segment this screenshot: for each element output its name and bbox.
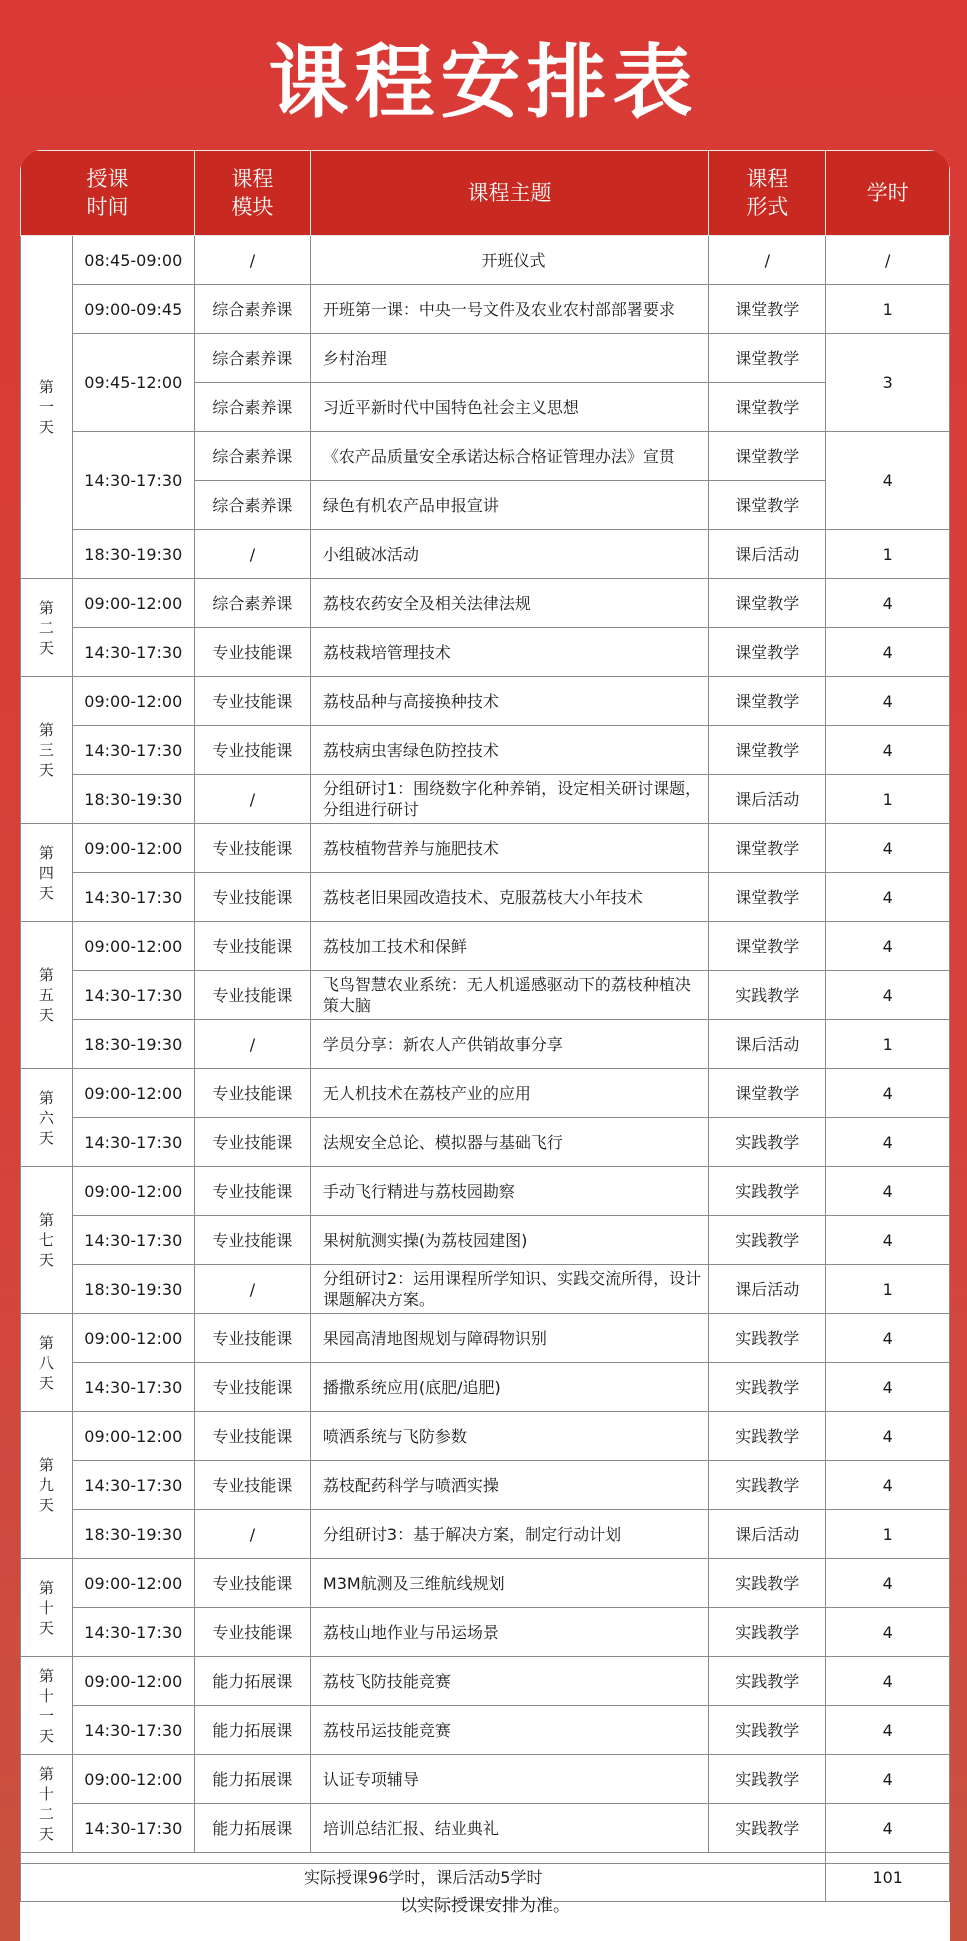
module-cell: / (194, 236, 310, 285)
time-cell: 09:00-12:00 (72, 579, 194, 628)
topic-cell: 分组研讨3：基于解决方案，制定行动计划 (310, 1510, 708, 1559)
table-row (21, 1559, 950, 1608)
form-cell: 实践教学 (709, 1314, 826, 1363)
module-cell: 专业技能课 (194, 1314, 310, 1363)
table-row (21, 1657, 950, 1706)
topic-cell: 乡村治理 (310, 334, 708, 383)
time-cell: 18:30-19:30 (72, 1265, 194, 1314)
topic-cell: 荔枝山地作业与吊运场景 (310, 1608, 708, 1657)
hours-cell: 4 (826, 432, 950, 530)
table-row (21, 1412, 950, 1461)
module-cell: 专业技能课 (194, 726, 310, 775)
hours-cell: 1 (826, 1510, 950, 1559)
table-row (21, 1069, 950, 1118)
module-cell: 能力拓展课 (194, 1706, 310, 1755)
time-cell: 09:00-12:00 (72, 1069, 194, 1118)
time-cell: 09:00-12:00 (72, 1657, 194, 1706)
time-cell: 14:30-17:30 (72, 1608, 194, 1657)
form-cell: 实践教学 (709, 1608, 826, 1657)
topic-cell: 荔枝吊运技能竞赛 (310, 1706, 708, 1755)
hours-cell: 3 (826, 334, 950, 432)
time-cell: 09:00-12:00 (72, 922, 194, 971)
topic-cell: 喷洒系统与飞防参数 (310, 1412, 708, 1461)
module-cell: 专业技能课 (194, 1559, 310, 1608)
topic-cell: 荔枝配药科学与喷洒实操 (310, 1461, 708, 1510)
form-cell: 课后活动 (709, 1265, 826, 1314)
day-label: 第九天 (21, 1412, 73, 1559)
day-label: 第十天 (21, 1559, 73, 1657)
time-cell: 14:30-17:30 (72, 1461, 194, 1510)
table-row (21, 1265, 950, 1314)
time-cell: 09:00-12:00 (72, 824, 194, 873)
form-cell: 课堂教学 (709, 922, 826, 971)
hours-cell: 1 (826, 1265, 950, 1314)
topic-cell: 分组研讨1：围绕数字化种养销，设定相关研讨课题，分组进行研讨 (310, 775, 708, 824)
header-hours: 学时 (826, 151, 950, 236)
module-cell: 综合素养课 (194, 579, 310, 628)
day-label: 第八天 (21, 1314, 73, 1412)
topic-cell: 培训总结汇报、结业典礼 (310, 1804, 708, 1853)
table-row (21, 1510, 950, 1559)
topic-cell: 荔枝植物营养与施肥技术 (310, 824, 708, 873)
summary-label: 实际授课96学时，课后活动5学时 (21, 1853, 826, 1902)
table-row (21, 1314, 950, 1363)
module-cell: 专业技能课 (194, 824, 310, 873)
hours-cell: 4 (826, 579, 950, 628)
time-cell: 09:00-12:00 (72, 1755, 194, 1804)
topic-cell: 荔枝加工技术和保鲜 (310, 922, 708, 971)
day-label: 第十二天 (21, 1755, 73, 1853)
table-row (21, 1167, 950, 1216)
day-label: 第十一天 (21, 1657, 73, 1755)
topic-cell: 无人机技术在荔枝产业的应用 (310, 1069, 708, 1118)
hours-cell: 4 (826, 1216, 950, 1265)
table-row (21, 726, 950, 775)
day-label: 第四天 (21, 824, 73, 922)
summary-total: 101 (826, 1853, 950, 1902)
form-cell: 课堂教学 (709, 334, 826, 383)
time-cell: 09:00-12:00 (72, 1314, 194, 1363)
form-cell: 课堂教学 (709, 579, 826, 628)
form-cell: 实践教学 (709, 1167, 826, 1216)
form-cell: 课堂教学 (709, 481, 826, 530)
hours-cell: 4 (826, 1657, 950, 1706)
table-row (21, 579, 950, 628)
form-cell: 课堂教学 (709, 628, 826, 677)
header-time: 授课 时间 (21, 151, 195, 236)
time-cell: 09:00-09:45 (72, 285, 194, 334)
module-cell: 综合素养课 (194, 481, 310, 530)
schedule-sheet (20, 150, 950, 1941)
hours-cell: 4 (826, 873, 950, 922)
module-cell: 专业技能课 (194, 1069, 310, 1118)
form-cell: 实践教学 (709, 1559, 826, 1608)
time-cell: 14:30-17:30 (72, 971, 194, 1020)
table-row (21, 236, 950, 285)
topic-cell: 果树航测实操(为荔枝园建图) (310, 1216, 708, 1265)
form-cell: 课堂教学 (709, 432, 826, 481)
form-cell: 实践教学 (709, 1657, 826, 1706)
footnote: 以实际授课安排为准。 (20, 1863, 950, 1941)
module-cell: 专业技能课 (194, 1608, 310, 1657)
table-row (21, 1608, 950, 1657)
form-cell: 实践教学 (709, 1461, 826, 1510)
module-cell: 综合素养课 (194, 334, 310, 383)
day-label: 第一天 (21, 236, 73, 579)
table-row (21, 530, 950, 579)
form-cell: 实践教学 (709, 1755, 826, 1804)
topic-cell: 荔枝老旧果园改造技术、克服荔枝大小年技术 (310, 873, 708, 922)
time-cell: 14:30-17:30 (72, 432, 194, 530)
time-cell: 09:00-12:00 (72, 677, 194, 726)
form-cell: 实践教学 (709, 1363, 826, 1412)
day-label: 第二天 (21, 579, 73, 677)
hours-cell: 4 (826, 1608, 950, 1657)
hours-cell: 4 (826, 677, 950, 726)
module-cell: 综合素养课 (194, 383, 310, 432)
module-cell: / (194, 1510, 310, 1559)
form-cell: 实践教学 (709, 971, 826, 1020)
hours-cell: 4 (826, 971, 950, 1020)
hours-cell: 1 (826, 285, 950, 334)
topic-cell: 手动飞行精进与荔枝园勘察 (310, 1167, 708, 1216)
table-row (21, 1118, 950, 1167)
module-cell: 能力拓展课 (194, 1657, 310, 1706)
hours-cell: 4 (826, 1461, 950, 1510)
time-cell: 09:45-12:00 (72, 334, 194, 432)
topic-cell: 开班第一课：中央一号文件及农业农村部部署要求 (310, 285, 708, 334)
day-label: 第五天 (21, 922, 73, 1069)
module-cell: 专业技能课 (194, 971, 310, 1020)
day-label: 第七天 (21, 1167, 73, 1314)
form-cell: 课堂教学 (709, 873, 826, 922)
form-cell: 课后活动 (709, 775, 826, 824)
time-cell: 18:30-19:30 (72, 1020, 194, 1069)
hours-cell: 4 (826, 1755, 950, 1804)
table-row (21, 1461, 950, 1510)
form-cell: 课后活动 (709, 1510, 826, 1559)
module-cell: / (194, 1265, 310, 1314)
hours-cell: 4 (826, 1069, 950, 1118)
time-cell: 14:30-17:30 (72, 628, 194, 677)
hours-cell: 4 (826, 1804, 950, 1853)
time-cell: 09:00-12:00 (72, 1167, 194, 1216)
time-cell: 09:00-12:00 (72, 1559, 194, 1608)
hours-cell: 4 (826, 1706, 950, 1755)
topic-cell: 小组破冰活动 (310, 530, 708, 579)
module-cell: / (194, 775, 310, 824)
hours-cell: 4 (826, 824, 950, 873)
module-cell: 综合素养课 (194, 285, 310, 334)
topic-cell: 荔枝病虫害绿色防控技术 (310, 726, 708, 775)
module-cell: 专业技能课 (194, 1461, 310, 1510)
module-cell: 专业技能课 (194, 1167, 310, 1216)
table-row (21, 1804, 950, 1853)
form-cell: 课后活动 (709, 530, 826, 579)
hours-cell: 4 (826, 628, 950, 677)
day-label: 第六天 (21, 1069, 73, 1167)
hours-cell: 4 (826, 1314, 950, 1363)
time-cell: 18:30-19:30 (72, 530, 194, 579)
table-row (21, 677, 950, 726)
table-row (21, 971, 950, 1020)
form-cell: 实践教学 (709, 1804, 826, 1853)
module-cell: 能力拓展课 (194, 1755, 310, 1804)
header-form: 课程 形式 (709, 151, 826, 236)
form-cell: 课堂教学 (709, 383, 826, 432)
time-cell: 14:30-17:30 (72, 726, 194, 775)
time-cell: 18:30-19:30 (72, 775, 194, 824)
table-row (21, 1020, 950, 1069)
schedule-table (20, 150, 950, 1902)
topic-cell: M3M航测及三维航线规划 (310, 1559, 708, 1608)
time-cell: 14:30-17:30 (72, 1118, 194, 1167)
hours-cell: 1 (826, 1020, 950, 1069)
form-cell: 实践教学 (709, 1216, 826, 1265)
topic-cell: 荔枝飞防技能竞赛 (310, 1657, 708, 1706)
time-cell: 14:30-17:30 (72, 873, 194, 922)
hours-cell: 4 (826, 726, 950, 775)
form-cell: 课堂教学 (709, 726, 826, 775)
day-label: 第三天 (21, 677, 73, 824)
table-row (21, 628, 950, 677)
module-cell: 专业技能课 (194, 922, 310, 971)
table-row (21, 285, 950, 334)
table-row (21, 873, 950, 922)
hours-cell: 4 (826, 1412, 950, 1461)
module-cell: 专业技能课 (194, 1363, 310, 1412)
module-cell: 综合素养课 (194, 432, 310, 481)
module-cell: 能力拓展课 (194, 1804, 310, 1853)
hours-cell: 4 (826, 1363, 950, 1412)
time-cell: 14:30-17:30 (72, 1804, 194, 1853)
topic-cell: 分组研讨2：运用课程所学知识、实践交流所得，设计课题解决方案。 (310, 1265, 708, 1314)
form-cell: / (709, 236, 826, 285)
form-cell: 课堂教学 (709, 1069, 826, 1118)
header-module: 课程 模块 (194, 151, 310, 236)
topic-cell: 学员分享：新农人产供销故事分享 (310, 1020, 708, 1069)
table-row (21, 334, 950, 383)
table-row (21, 1363, 950, 1412)
form-cell: 课后活动 (709, 1020, 826, 1069)
hours-cell: / (826, 236, 950, 285)
table-header (21, 151, 950, 236)
header-topic: 课程主题 (310, 151, 708, 236)
module-cell: 专业技能课 (194, 1118, 310, 1167)
topic-cell: 播撒系统应用(底肥/追肥) (310, 1363, 708, 1412)
table-row (21, 775, 950, 824)
topic-cell: 飞鸟智慧农业系统：无人机遥感驱动下的荔枝种植决策大脑 (310, 971, 708, 1020)
form-cell: 实践教学 (709, 1706, 826, 1755)
module-cell: 专业技能课 (194, 677, 310, 726)
topic-cell: 荔枝农药安全及相关法律法规 (310, 579, 708, 628)
module-cell: 专业技能课 (194, 1216, 310, 1265)
form-cell: 实践教学 (709, 1412, 826, 1461)
table-row (21, 1755, 950, 1804)
module-cell: / (194, 1020, 310, 1069)
table-row (21, 824, 950, 873)
hours-cell: 1 (826, 530, 950, 579)
hours-cell: 4 (826, 1167, 950, 1216)
table-row (21, 432, 950, 481)
form-cell: 课堂教学 (709, 677, 826, 726)
form-cell: 课堂教学 (709, 285, 826, 334)
time-cell: 18:30-19:30 (72, 1510, 194, 1559)
topic-cell: 开班仪式 (310, 236, 708, 285)
page-title: 课程安排表 (268, 35, 699, 129)
form-cell: 课堂教学 (709, 824, 826, 873)
form-cell: 实践教学 (709, 1118, 826, 1167)
hours-cell: 4 (826, 1118, 950, 1167)
table-row (21, 1706, 950, 1755)
topic-cell: 认证专项辅导 (310, 1755, 708, 1804)
table-row (21, 922, 950, 971)
time-cell: 14:30-17:30 (72, 1363, 194, 1412)
time-cell: 09:00-12:00 (72, 1412, 194, 1461)
module-cell: 专业技能课 (194, 628, 310, 677)
table-row (21, 1216, 950, 1265)
time-cell: 14:30-17:30 (72, 1706, 194, 1755)
topic-cell: 法规安全总论、模拟器与基础飞行 (310, 1118, 708, 1167)
time-cell: 14:30-17:30 (72, 1216, 194, 1265)
module-cell: / (194, 530, 310, 579)
time-cell: 08:45-09:00 (72, 236, 194, 285)
hours-cell: 4 (826, 1559, 950, 1608)
topic-cell: 果园高清地图规划与障碍物识别 (310, 1314, 708, 1363)
topic-cell: 习近平新时代中国特色社会主义思想 (310, 383, 708, 432)
hours-cell: 1 (826, 775, 950, 824)
topic-cell: 绿色有机农产品申报宣讲 (310, 481, 708, 530)
module-cell: 专业技能课 (194, 1412, 310, 1461)
topic-cell: 荔枝栽培管理技术 (310, 628, 708, 677)
topic-cell: 《农产品质量安全承诺达标合格证管理办法》宣贯 (310, 432, 708, 481)
topic-cell: 荔枝品种与高接换种技术 (310, 677, 708, 726)
hours-cell: 4 (826, 922, 950, 971)
module-cell: 专业技能课 (194, 873, 310, 922)
